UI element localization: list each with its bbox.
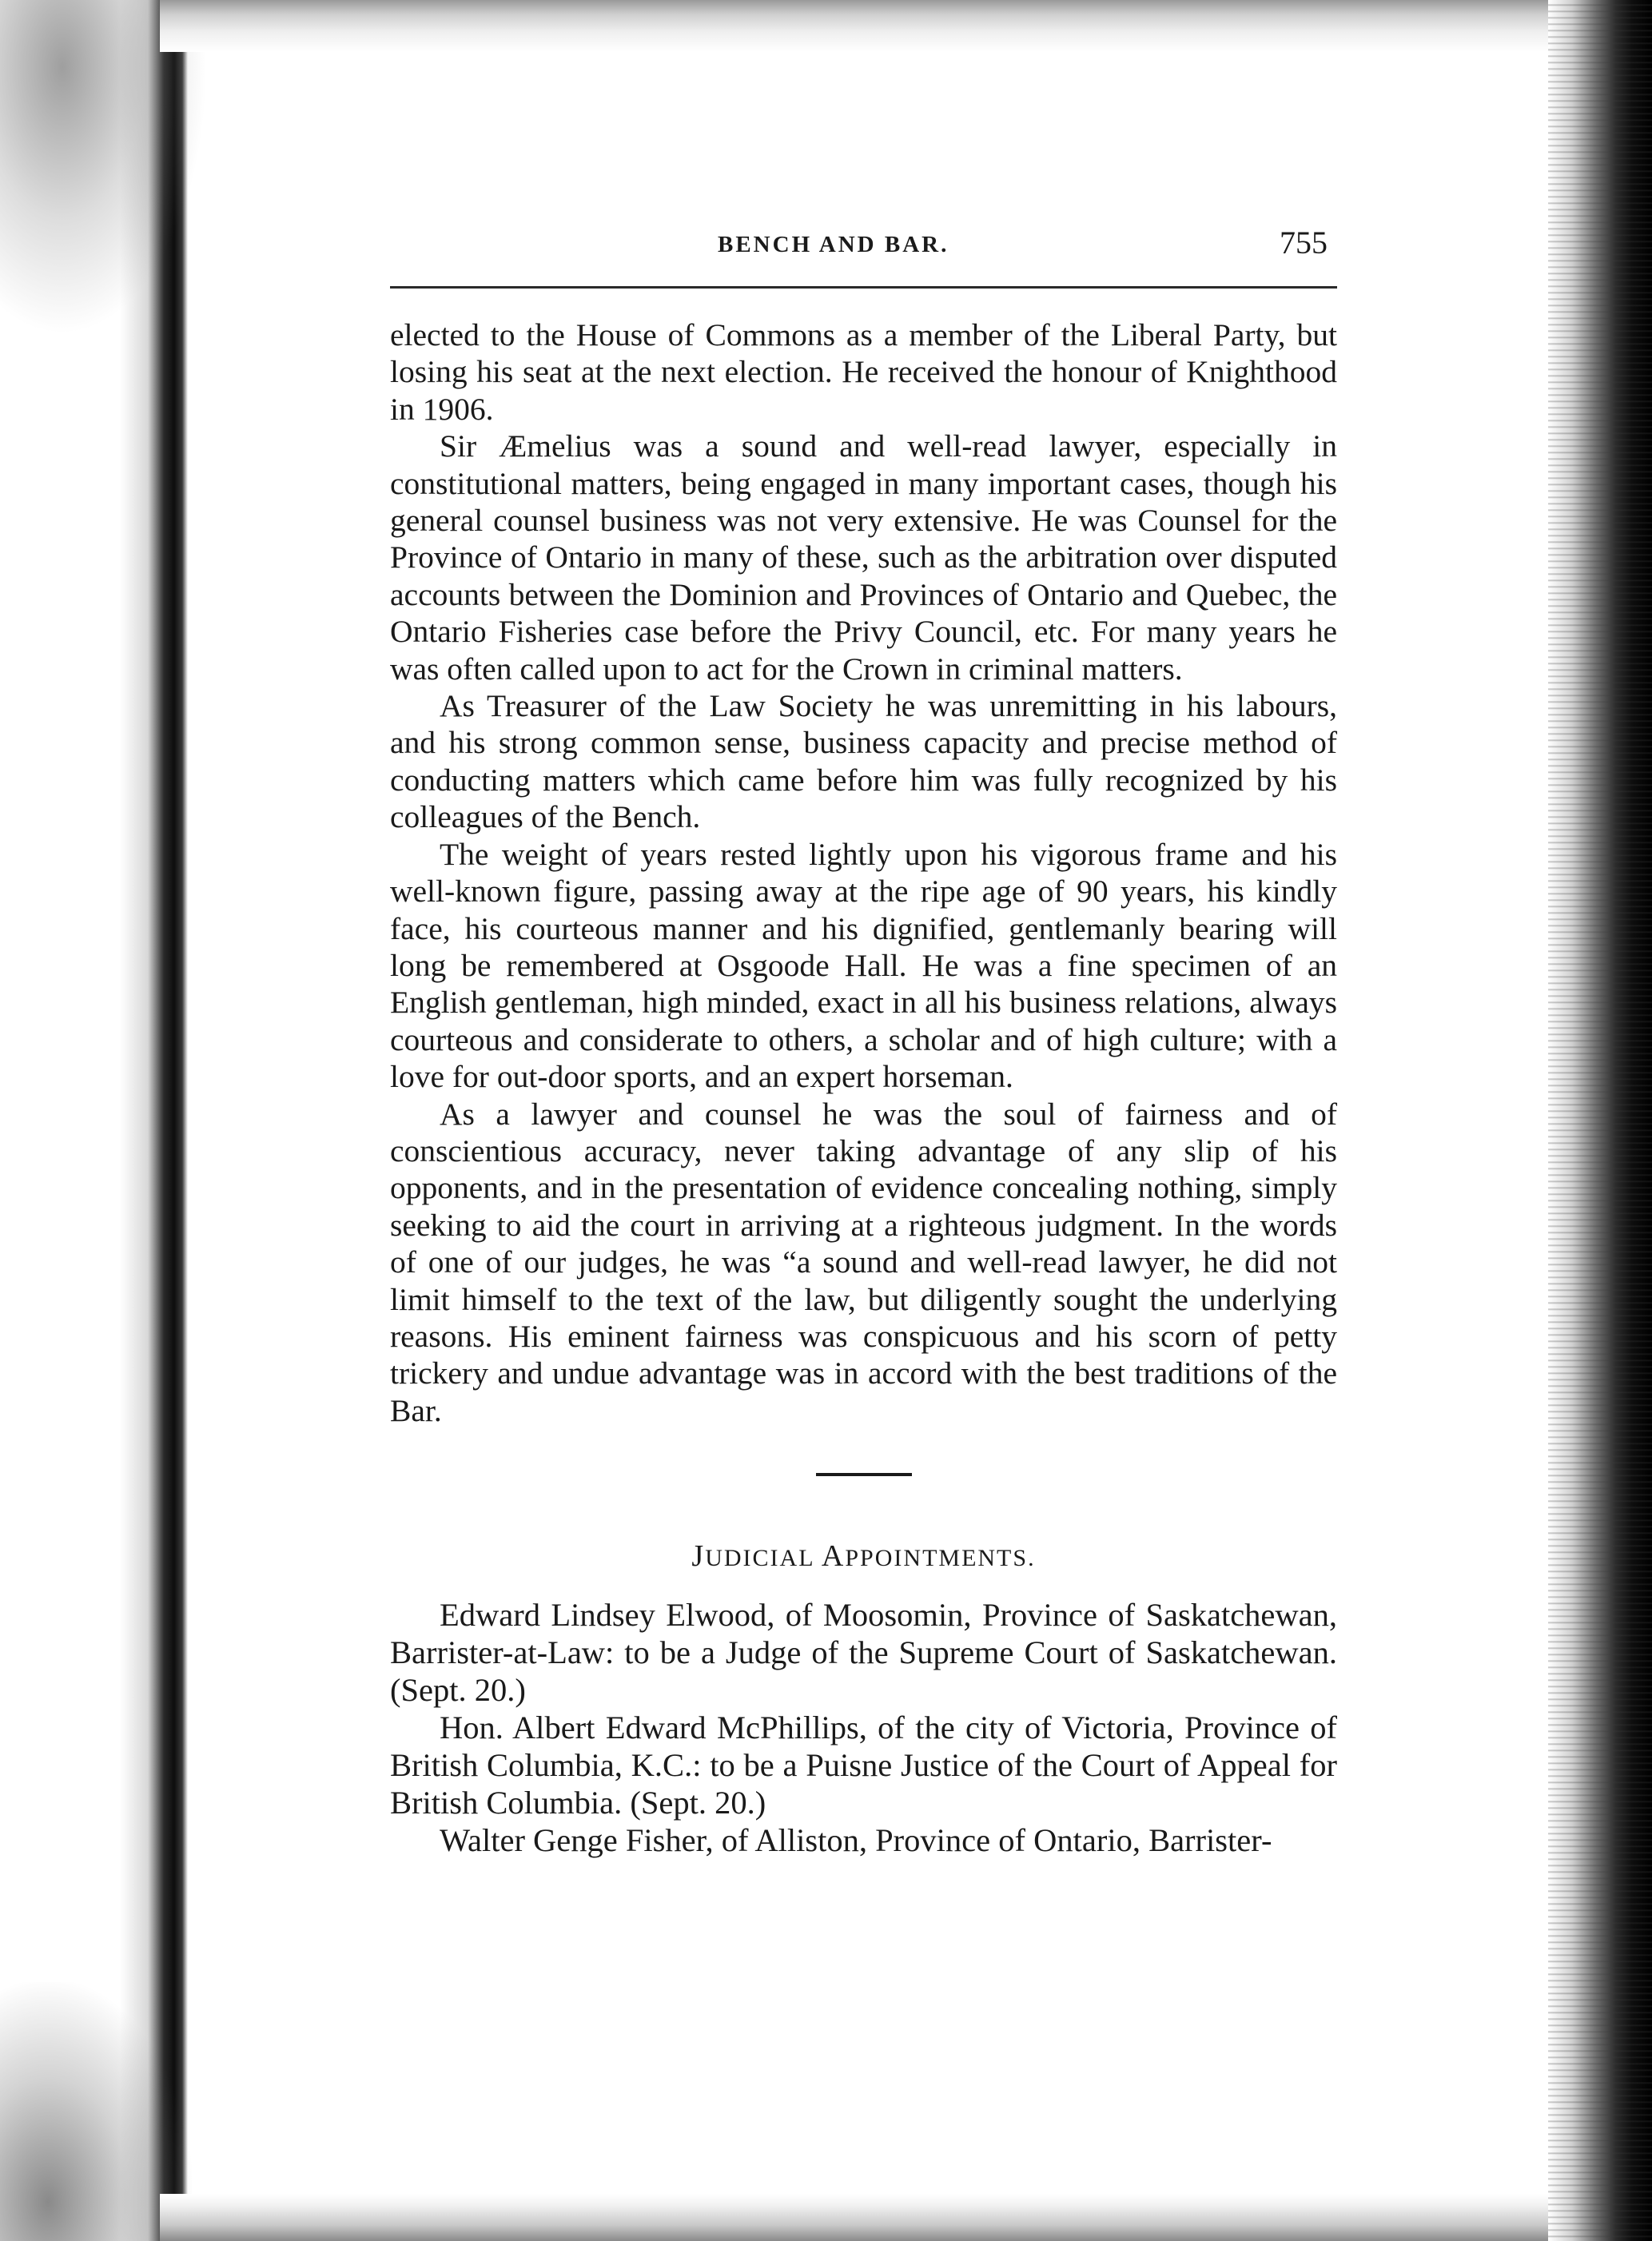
section-title-rest: PPOINTMENTS. — [845, 1545, 1036, 1572]
paragraph: As Treasurer of the Law Society he was unremitting in his labours, and his strong common sense, business capacity and precise method of conducting matters which came before him was fully recognized by his colleagues of the Bench. — [390, 688, 1337, 835]
paragraph: The weight of years rested lightly upon his vigorous frame and his well-known figure, passing away at the ripe age of 90 years, his kindly face, his courteous manner and his dignified, gentlemanly bearing will long be remembered at Osgoode Hall. He was a fine specimen of an English gentleman, high minded, exact in all his business relations, always courteous and considerate to others, a scholar and of high culture; with a love for out-door sports, and an expert horseman. — [390, 836, 1337, 1095]
appointment-entry: Hon. Albert Edward McPhillips, of the city of Victoria, Province of British Columbia, K.C.: to be a Puisne Justice of the Court of Appeal for British Columbia. (Sept. 20.) — [390, 1710, 1337, 1821]
page-number: 755 — [1280, 225, 1328, 261]
section-title-initial: A — [821, 1539, 846, 1574]
running-title: BENCH AND BAR. — [718, 232, 949, 257]
body-text — [390, 316, 1337, 1429]
scan-left-edge — [0, 0, 188, 2241]
running-head — [390, 224, 1337, 272]
paragraph: Sir Æmelius was a sound and well-read lawyer, especially in constitutional matters, being engaged in many important cases, though his general counsel business was not very extensive. He was Counsel for the Province of Ontario in many of these, such as the arbitration over disputed accounts between the Dominion and Provinces of Ontario and Quebec, the Ontario Fisheries case before the Privy Council, etc. For many years he was often called upon to act for the Crown in criminal matters. — [390, 428, 1337, 687]
section-title-rest: UDICIAL — [705, 1545, 814, 1572]
book-page — [390, 224, 1337, 1859]
appointments-list — [390, 1596, 1337, 1859]
scan-right-edge — [1548, 0, 1652, 2241]
scan-top-edge — [160, 0, 1566, 52]
scan-bottom-edge — [160, 2194, 1590, 2241]
section-title-initial: J — [691, 1539, 706, 1574]
appointment-entry: Walter Genge Fisher, of Alliston, Province of Ontario, Barrister- — [440, 1822, 1272, 1859]
paragraph: elected to the House of Commons as a member of the Liberal Party, but losing his seat at the next election. He received the honour of Knighthood in 1906. — [390, 317, 1337, 427]
appointment-entry: Edward Lindsey Elwood, of Moosomin, Province of Saskatchewan, Barrister-at-Law: to be a Judge of the Supreme Court of Saskatchewan. (Sept. 20.) — [390, 1597, 1337, 1709]
section-title — [390, 1538, 1337, 1574]
paragraph: As a lawyer and counsel he was the soul of fairness and of conscientious accuracy, never taking advantage of any slip of his opponents, and in the presentation of evidence concealing nothing, simply seeking to aid the court in arriving at a righteous judgment. In the words of one of our judges, he was “a sound and well-read lawyer, he did not limit himself to the text of the law, but diligently sought the underlying reasons. His eminent fairness was conspicuous and his scorn of petty trickery and undue advantage was in accord with the best traditions of the Bar. — [390, 1096, 1337, 1428]
section-divider — [816, 1473, 912, 1476]
header-rule — [390, 286, 1337, 289]
